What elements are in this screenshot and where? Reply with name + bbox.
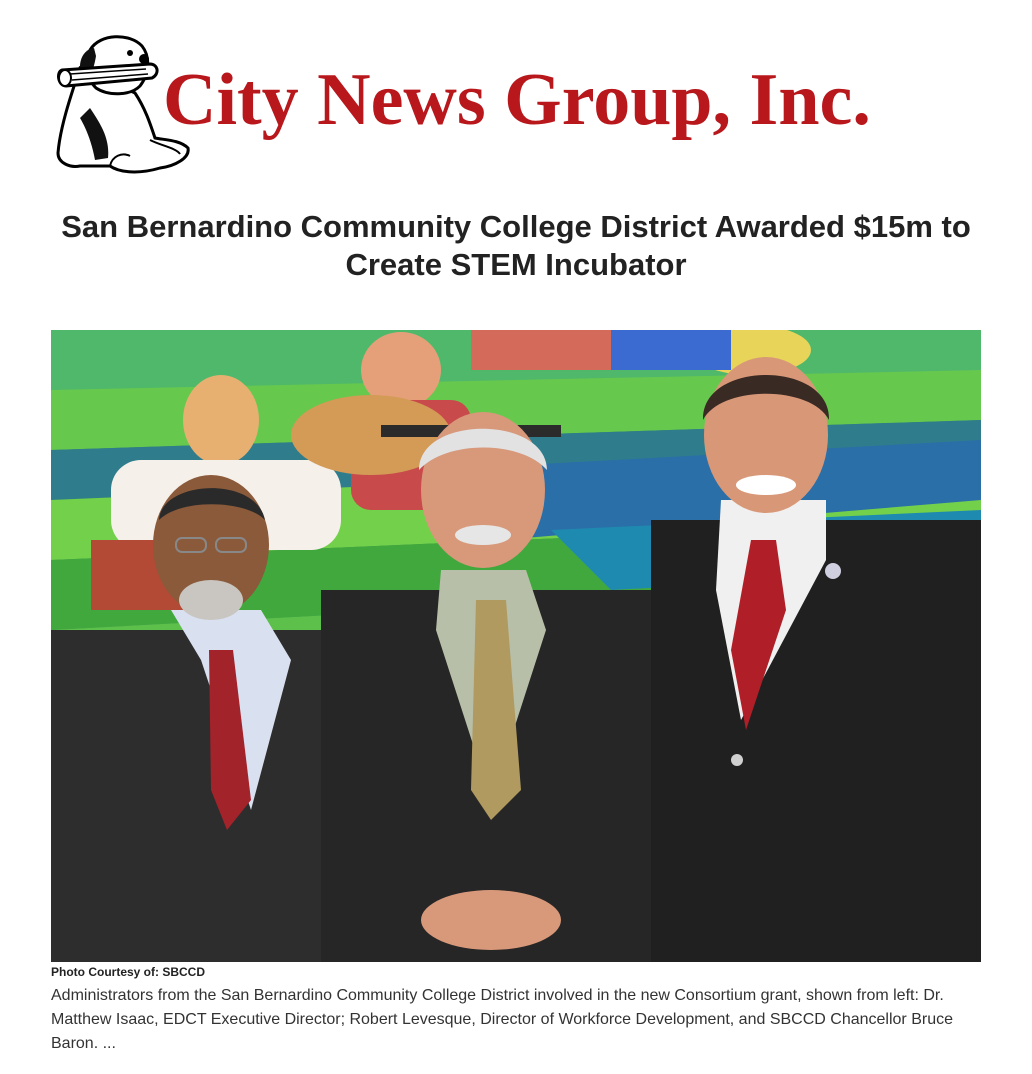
site-header [50, 24, 980, 180]
article-photo [51, 330, 981, 962]
photo-credit: Photo Courtesy of: SBCCD [51, 965, 205, 979]
photo-caption: Administrators from the San Bernardino Community College District involved in the new Consortium grant, shown from left: Dr. Matthew Isaac, EDCT Executive Director; Robert Levesque, Director of Workforce Development, and SBCCD Chancellor Bruce Baron. ... [51, 987, 953, 1052]
article-headline: San Bernardino Community College District Awarded $15m to Create STEM Incubator [61, 209, 971, 282]
brand-wordmark[interactable]: City News Group, Inc. [163, 59, 871, 141]
